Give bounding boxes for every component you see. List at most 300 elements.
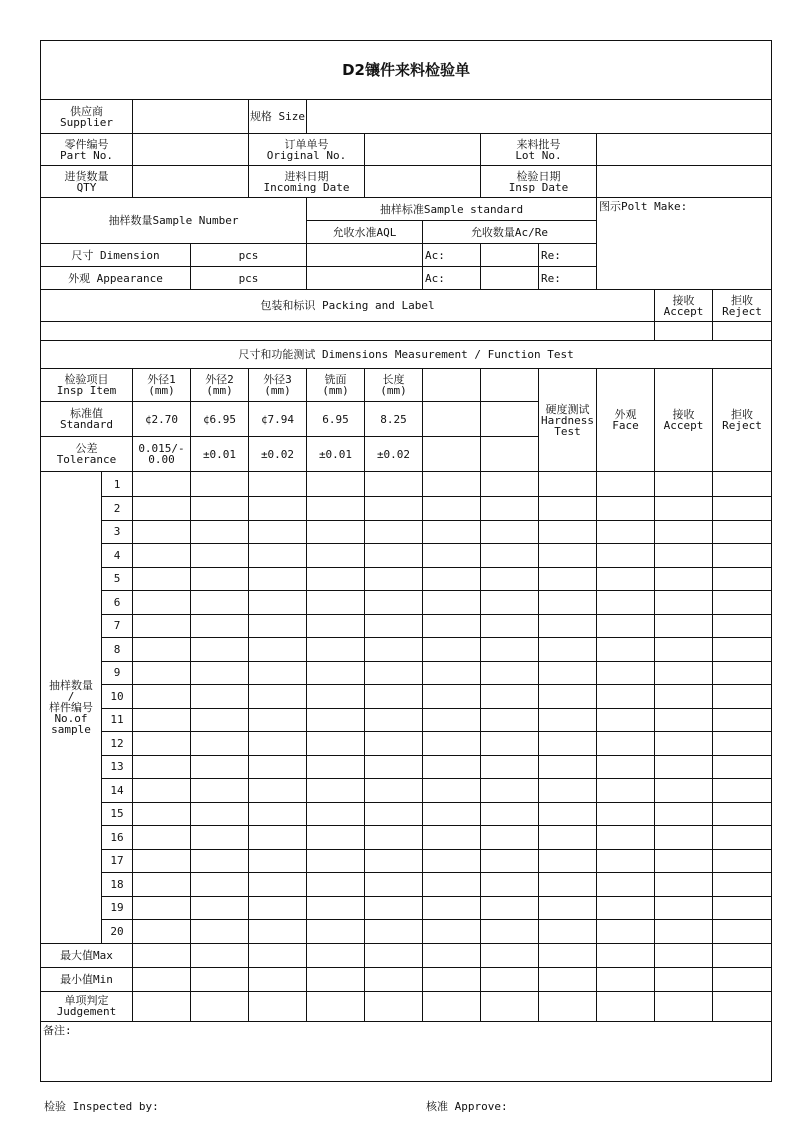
sample-cell[interactable]	[249, 732, 307, 756]
sample-cell[interactable]	[191, 920, 249, 944]
min-cell[interactable]	[365, 967, 423, 991]
sample-cell[interactable]	[191, 685, 249, 709]
sample-cell[interactable]	[249, 520, 307, 544]
sample-cell[interactable]	[249, 497, 307, 521]
remarks-field[interactable]: 备注:	[41, 1021, 772, 1081]
sample-cell[interactable]	[249, 591, 307, 615]
sample-cell[interactable]	[655, 920, 713, 944]
sample-cell[interactable]	[713, 896, 772, 920]
sample-cell[interactable]	[481, 802, 539, 826]
sample-cell[interactable]	[365, 591, 423, 615]
min-cell[interactable]	[133, 967, 191, 991]
sample-cell[interactable]	[133, 544, 191, 568]
sample-number: 14	[102, 779, 133, 803]
sample-cell[interactable]	[655, 638, 713, 662]
sample-cell[interactable]	[133, 802, 191, 826]
qty-label: 进货数量 QTY	[41, 166, 133, 198]
sample-cell[interactable]	[423, 591, 481, 615]
sample-cell[interactable]	[423, 896, 481, 920]
sample-cell[interactable]	[597, 544, 655, 568]
sample-cell[interactable]	[133, 567, 191, 591]
sample-cell[interactable]	[249, 849, 307, 873]
sample-cell[interactable]	[481, 544, 539, 568]
tolerance-value: ±0.02	[365, 437, 423, 472]
sample-cell[interactable]	[713, 661, 772, 685]
sample-cell[interactable]	[539, 472, 597, 497]
lot-no-field[interactable]	[597, 134, 772, 166]
sample-cell[interactable]	[133, 779, 191, 803]
sample-cell[interactable]	[655, 497, 713, 521]
sample-cell[interactable]	[191, 802, 249, 826]
sample-cell[interactable]	[655, 591, 713, 615]
max-cell[interactable]	[539, 943, 597, 967]
max-cell[interactable]	[191, 943, 249, 967]
sample-cell[interactable]	[597, 920, 655, 944]
sample-cell[interactable]	[597, 472, 655, 497]
sample-cell[interactable]	[365, 638, 423, 662]
sample-cell[interactable]	[539, 591, 597, 615]
sample-cell[interactable]	[307, 520, 365, 544]
sample-cell[interactable]	[655, 708, 713, 732]
col-reject: 拒收 Reject	[713, 369, 772, 472]
appearance-ac[interactable]: Ac:	[423, 267, 481, 290]
dimensions-section-title: 尺寸和功能测试 Dimensions Measurement / Function Test	[41, 341, 772, 369]
sample-cell[interactable]	[539, 567, 597, 591]
sample-cell[interactable]	[481, 732, 539, 756]
sample-number: 8	[102, 638, 133, 662]
sample-cell[interactable]	[539, 779, 597, 803]
sample-cell[interactable]	[597, 755, 655, 779]
sample-cell[interactable]	[539, 873, 597, 897]
sample-cell[interactable]	[655, 802, 713, 826]
sample-cell[interactable]	[133, 873, 191, 897]
sample-cell[interactable]	[249, 826, 307, 850]
sample-cell[interactable]	[423, 638, 481, 662]
sample-cell[interactable]	[191, 896, 249, 920]
sample-cell[interactable]	[133, 614, 191, 638]
sample-cell[interactable]	[481, 567, 539, 591]
packing-reject-field[interactable]	[713, 322, 772, 341]
sample-cell[interactable]	[655, 661, 713, 685]
sample-cell[interactable]	[597, 708, 655, 732]
judgement-cell[interactable]	[481, 991, 539, 1021]
judgement-cell[interactable]	[713, 991, 772, 1021]
sample-cell[interactable]	[249, 779, 307, 803]
insp-date-field[interactable]	[597, 166, 772, 198]
sample-cell[interactable]	[539, 614, 597, 638]
sample-cell[interactable]	[713, 802, 772, 826]
sample-cell[interactable]	[307, 920, 365, 944]
sample-cell[interactable]	[191, 873, 249, 897]
sample-cell[interactable]	[713, 685, 772, 709]
judgement-label: 单项判定 Judgement	[41, 991, 133, 1021]
max-cell[interactable]	[307, 943, 365, 967]
standard-extra-1[interactable]	[423, 402, 481, 437]
sample-cell[interactable]	[539, 661, 597, 685]
sample-cell[interactable]	[423, 920, 481, 944]
sample-cell[interactable]	[365, 497, 423, 521]
tolerance-extra-2[interactable]	[481, 437, 539, 472]
sample-cell[interactable]	[249, 896, 307, 920]
sample-cell[interactable]	[597, 520, 655, 544]
ac-re-label: 允收数量Ac/Re	[423, 221, 597, 244]
min-label: 最小值Min	[41, 967, 133, 991]
appearance-ac-field[interactable]	[481, 267, 539, 290]
min-cell[interactable]	[423, 967, 481, 991]
sample-cell[interactable]	[133, 826, 191, 850]
sample-cell[interactable]	[133, 472, 191, 497]
sample-cell[interactable]	[655, 520, 713, 544]
sample-cell[interactable]	[539, 638, 597, 662]
sample-cell[interactable]	[249, 661, 307, 685]
sample-cell[interactable]	[365, 873, 423, 897]
sample-cell[interactable]	[713, 755, 772, 779]
sample-cell[interactable]	[423, 497, 481, 521]
sample-cell[interactable]	[539, 685, 597, 709]
sample-cell[interactable]	[713, 614, 772, 638]
sample-cell[interactable]	[365, 896, 423, 920]
tolerance-value: 0.015/-0.00	[133, 437, 191, 472]
sample-cell[interactable]	[191, 544, 249, 568]
sample-cell[interactable]	[423, 472, 481, 497]
sample-cell[interactable]	[597, 732, 655, 756]
part-no-field[interactable]	[133, 134, 249, 166]
min-cell[interactable]	[307, 967, 365, 991]
sample-cell[interactable]	[481, 920, 539, 944]
sample-cell[interactable]	[539, 544, 597, 568]
sample-cell[interactable]	[597, 849, 655, 873]
sample-cell[interactable]	[597, 591, 655, 615]
sample-cell[interactable]	[481, 497, 539, 521]
sample-cell[interactable]	[249, 472, 307, 497]
sample-cell[interactable]	[307, 591, 365, 615]
sample-cell[interactable]	[365, 685, 423, 709]
sample-cell[interactable]	[423, 708, 481, 732]
sample-cell[interactable]	[713, 591, 772, 615]
sample-cell[interactable]	[713, 544, 772, 568]
sample-cell[interactable]	[423, 732, 481, 756]
sample-cell[interactable]	[713, 732, 772, 756]
sample-cell[interactable]	[307, 685, 365, 709]
sample-cell[interactable]	[365, 779, 423, 803]
standard-value: ¢6.95	[191, 402, 249, 437]
sample-cell[interactable]	[423, 779, 481, 803]
sample-cell[interactable]	[191, 614, 249, 638]
sample-cell[interactable]	[191, 708, 249, 732]
sample-cell[interactable]	[713, 638, 772, 662]
sample-cell[interactable]	[133, 849, 191, 873]
judgement-cell[interactable]	[423, 991, 481, 1021]
max-cell[interactable]	[249, 943, 307, 967]
dimension-ac-field[interactable]	[481, 244, 539, 267]
sample-cell[interactable]	[481, 779, 539, 803]
judgement-cell[interactable]	[249, 991, 307, 1021]
sample-cell[interactable]	[191, 520, 249, 544]
qty-field[interactable]	[133, 166, 249, 198]
col-extra-1[interactable]	[423, 369, 481, 402]
sample-cell[interactable]	[133, 661, 191, 685]
sample-cell[interactable]	[249, 614, 307, 638]
min-cell[interactable]	[597, 967, 655, 991]
sample-cell[interactable]	[713, 567, 772, 591]
sample-cell[interactable]	[597, 802, 655, 826]
sample-cell[interactable]	[539, 755, 597, 779]
sample-cell[interactable]	[307, 802, 365, 826]
judgement-cell[interactable]	[133, 991, 191, 1021]
sample-cell[interactable]	[249, 873, 307, 897]
sample-cell[interactable]	[249, 708, 307, 732]
sample-cell[interactable]	[307, 732, 365, 756]
sample-cell[interactable]	[249, 755, 307, 779]
sample-cell[interactable]	[713, 497, 772, 521]
sample-cell[interactable]	[365, 472, 423, 497]
sample-cell[interactable]	[597, 614, 655, 638]
sample-cell[interactable]	[597, 826, 655, 850]
sample-cell[interactable]	[539, 896, 597, 920]
judgement-cell[interactable]	[597, 991, 655, 1021]
max-cell[interactable]	[133, 943, 191, 967]
sample-cell[interactable]	[655, 779, 713, 803]
sample-cell[interactable]	[191, 497, 249, 521]
sample-cell[interactable]	[307, 661, 365, 685]
sample-cell[interactable]	[655, 732, 713, 756]
sample-cell[interactable]	[481, 638, 539, 662]
min-cell[interactable]	[539, 967, 597, 991]
sample-cell[interactable]	[481, 614, 539, 638]
sample-cell[interactable]	[423, 685, 481, 709]
insp-item-label: 检验项目 Insp Item	[41, 369, 133, 402]
sample-cell[interactable]	[249, 544, 307, 568]
sample-cell[interactable]	[307, 849, 365, 873]
sample-cell[interactable]	[713, 779, 772, 803]
max-cell[interactable]	[597, 943, 655, 967]
sample-cell[interactable]	[133, 520, 191, 544]
sample-cell[interactable]	[191, 661, 249, 685]
sample-cell[interactable]	[133, 497, 191, 521]
sample-cell[interactable]	[307, 779, 365, 803]
dimension-ac[interactable]: Ac:	[423, 244, 481, 267]
sample-cell[interactable]	[597, 497, 655, 521]
standard-extra-2[interactable]	[481, 402, 539, 437]
sample-cell[interactable]	[713, 826, 772, 850]
sample-cell[interactable]	[365, 614, 423, 638]
tolerance-extra-1[interactable]	[423, 437, 481, 472]
sample-cell[interactable]	[539, 920, 597, 944]
sample-cell[interactable]	[365, 826, 423, 850]
sample-cell[interactable]	[481, 685, 539, 709]
sample-cell[interactable]	[481, 520, 539, 544]
max-cell[interactable]	[713, 943, 772, 967]
sample-cell[interactable]	[365, 732, 423, 756]
sample-cell[interactable]	[133, 896, 191, 920]
sample-cell[interactable]	[133, 920, 191, 944]
sample-cell[interactable]	[539, 849, 597, 873]
judgement-cell[interactable]	[539, 991, 597, 1021]
col-extra-2[interactable]	[481, 369, 539, 402]
sample-cell[interactable]	[713, 708, 772, 732]
sample-cell[interactable]	[191, 472, 249, 497]
sample-cell[interactable]	[365, 849, 423, 873]
max-cell[interactable]	[365, 943, 423, 967]
dimension-re[interactable]: Re:	[539, 244, 597, 267]
sample-cell[interactable]	[423, 826, 481, 850]
sample-cell[interactable]	[365, 802, 423, 826]
sample-cell[interactable]	[249, 638, 307, 662]
sample-cell[interactable]	[191, 755, 249, 779]
sample-cell[interactable]	[133, 591, 191, 615]
col-face: 外观 Face	[597, 369, 655, 472]
min-cell[interactable]	[249, 967, 307, 991]
sample-number: 15	[102, 802, 133, 826]
sample-cell[interactable]	[423, 661, 481, 685]
sample-cell[interactable]	[655, 873, 713, 897]
sample-cell[interactable]	[597, 567, 655, 591]
part-no-label: 零件编号 Part No.	[41, 134, 133, 166]
sample-cell[interactable]	[655, 472, 713, 497]
appearance-re[interactable]: Re:	[539, 267, 597, 290]
sample-cell[interactable]	[307, 826, 365, 850]
sample-cell[interactable]	[539, 497, 597, 521]
sample-cell[interactable]	[133, 638, 191, 662]
sample-cell[interactable]	[365, 920, 423, 944]
sample-cell[interactable]	[481, 708, 539, 732]
sample-cell[interactable]	[307, 896, 365, 920]
sample-cell[interactable]	[307, 567, 365, 591]
sample-cell[interactable]	[133, 708, 191, 732]
sample-cell[interactable]	[423, 802, 481, 826]
sample-cell[interactable]	[481, 472, 539, 497]
max-cell[interactable]	[481, 943, 539, 967]
sample-cell[interactable]	[655, 896, 713, 920]
sample-cell[interactable]	[423, 567, 481, 591]
sample-cell[interactable]	[597, 685, 655, 709]
drawing-area[interactable]: 图示Polt Make:	[597, 198, 772, 290]
sample-cell[interactable]	[423, 873, 481, 897]
sample-cell[interactable]	[655, 567, 713, 591]
judgement-cell[interactable]	[307, 991, 365, 1021]
sample-cell[interactable]	[365, 520, 423, 544]
sample-cell[interactable]	[423, 849, 481, 873]
sample-cell[interactable]	[539, 732, 597, 756]
sample-cell[interactable]	[365, 567, 423, 591]
sample-cell[interactable]	[655, 755, 713, 779]
sample-cell[interactable]	[423, 755, 481, 779]
sample-cell[interactable]	[539, 826, 597, 850]
sample-cell[interactable]	[249, 802, 307, 826]
sample-cell[interactable]	[307, 614, 365, 638]
supplier-field[interactable]	[133, 100, 249, 134]
sample-cell[interactable]	[365, 661, 423, 685]
sample-cell[interactable]	[481, 896, 539, 920]
sample-cell[interactable]	[307, 708, 365, 732]
sample-cell[interactable]	[191, 779, 249, 803]
sample-cell[interactable]	[539, 802, 597, 826]
sample-cell[interactable]	[481, 755, 539, 779]
sample-cell[interactable]	[191, 826, 249, 850]
sample-cell[interactable]	[307, 873, 365, 897]
sample-cell[interactable]	[481, 873, 539, 897]
max-cell[interactable]	[655, 943, 713, 967]
sample-cell[interactable]	[365, 544, 423, 568]
sample-cell[interactable]	[133, 685, 191, 709]
sample-number-label: 抽样数量Sample Number	[41, 198, 307, 244]
min-cell[interactable]	[655, 967, 713, 991]
sample-cell[interactable]	[191, 638, 249, 662]
min-cell[interactable]	[481, 967, 539, 991]
min-cell[interactable]	[191, 967, 249, 991]
incoming-date-field[interactable]	[365, 166, 481, 198]
sample-cell[interactable]	[133, 732, 191, 756]
sample-cell[interactable]	[365, 708, 423, 732]
sample-cell[interactable]	[423, 544, 481, 568]
max-cell[interactable]	[423, 943, 481, 967]
sample-cell[interactable]	[481, 849, 539, 873]
sample-cell[interactable]	[365, 755, 423, 779]
sample-cell[interactable]	[597, 779, 655, 803]
sample-cell[interactable]	[191, 567, 249, 591]
sample-cell[interactable]	[423, 520, 481, 544]
size-field[interactable]	[307, 100, 772, 134]
min-cell[interactable]	[713, 967, 772, 991]
judgement-cell[interactable]	[655, 991, 713, 1021]
sample-cell[interactable]	[481, 591, 539, 615]
sample-cell[interactable]	[307, 544, 365, 568]
sample-cell[interactable]	[713, 920, 772, 944]
tolerance-value: ±0.02	[249, 437, 307, 472]
sample-cell[interactable]	[597, 661, 655, 685]
sample-cell[interactable]	[481, 826, 539, 850]
sample-cell[interactable]	[597, 873, 655, 897]
sample-cell[interactable]	[249, 567, 307, 591]
packing-accept-field[interactable]	[655, 322, 713, 341]
sample-cell[interactable]	[133, 755, 191, 779]
sample-cell[interactable]	[655, 849, 713, 873]
sample-cell[interactable]	[423, 614, 481, 638]
sample-cell[interactable]	[539, 708, 597, 732]
sample-cell[interactable]	[655, 614, 713, 638]
sample-cell[interactable]	[713, 849, 772, 873]
sample-cell[interactable]	[713, 520, 772, 544]
sample-cell[interactable]	[191, 732, 249, 756]
sample-number: 18	[102, 873, 133, 897]
sample-cell[interactable]	[307, 472, 365, 497]
sample-cell[interactable]	[539, 520, 597, 544]
sample-cell[interactable]	[191, 849, 249, 873]
sample-cell[interactable]	[713, 873, 772, 897]
judgement-cell[interactable]	[191, 991, 249, 1021]
dimension-aql-field[interactable]	[307, 244, 423, 267]
sample-cell[interactable]	[307, 638, 365, 662]
sample-cell[interactable]	[597, 638, 655, 662]
sample-cell[interactable]	[307, 755, 365, 779]
sample-cell[interactable]	[191, 591, 249, 615]
appearance-aql-field[interactable]	[307, 267, 423, 290]
sample-cell[interactable]	[655, 685, 713, 709]
sample-cell[interactable]	[713, 472, 772, 497]
sample-standard-label: 抽样标准Sample standard	[307, 198, 597, 221]
sample-cell[interactable]	[481, 661, 539, 685]
original-no-field[interactable]	[365, 134, 481, 166]
sample-cell[interactable]	[249, 920, 307, 944]
packing-notes-field[interactable]	[41, 322, 655, 341]
judgement-cell[interactable]	[365, 991, 423, 1021]
sample-cell[interactable]	[307, 497, 365, 521]
sample-cell[interactable]	[655, 544, 713, 568]
sample-cell[interactable]	[249, 685, 307, 709]
incoming-date-label: 进料日期 Incoming Date	[249, 166, 365, 198]
sample-cell[interactable]	[597, 896, 655, 920]
sample-cell[interactable]	[655, 826, 713, 850]
